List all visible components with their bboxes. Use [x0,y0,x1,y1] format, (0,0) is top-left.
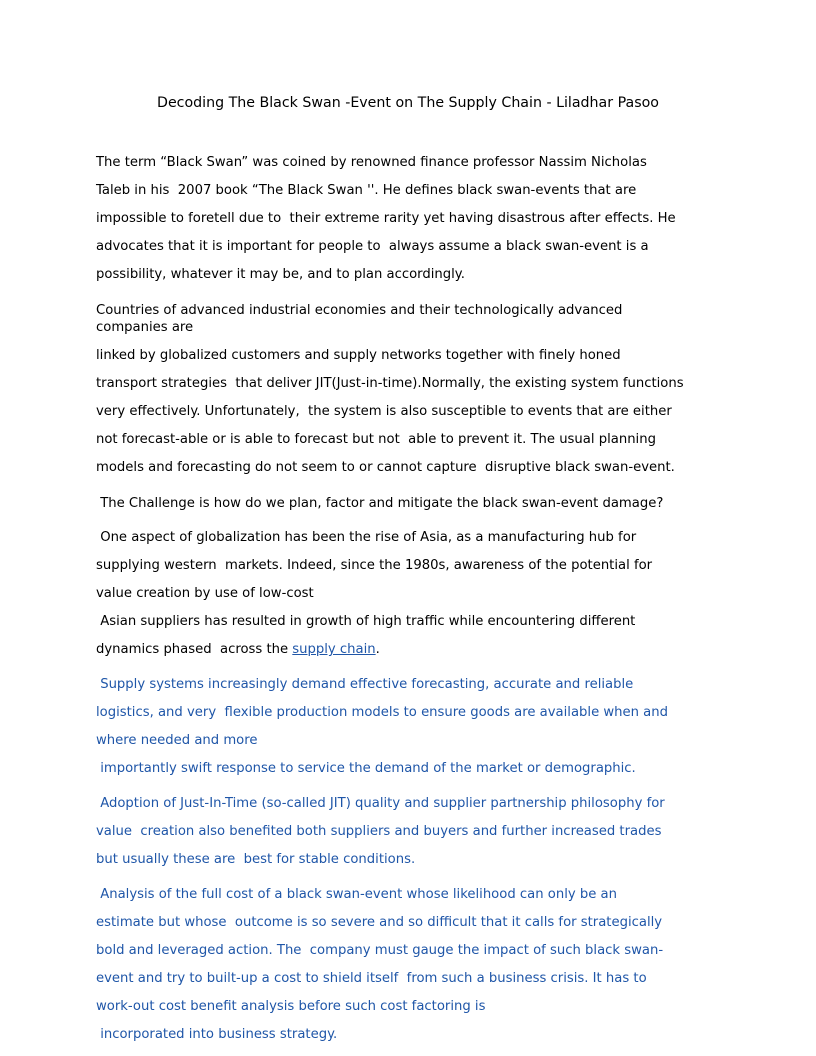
paragraph1-line: The term “Black Swan” was coined by renowned finance professor Nassim Nicholas [96,155,647,170]
paragraph2-line: very effectively. Unfortunately, the system is also susceptible to events that are either [96,404,672,419]
paragraph5-line: Supply systems increasingly demand effective forecasting, accurate and reliable [96,677,634,692]
paragraph6-line: Adoption of Just-In-Time (so-called JIT) quality and supplier partnership philosophy for [96,796,665,811]
supply-chain-link[interactable]: supply chain [292,642,376,657]
paragraph7-line: event and try to built-up a cost to shield itself from such a business crisis. It has to [96,971,647,986]
paragraph2-line: not forecast-able or is able to forecast but not able to prevent it. The usual planning [96,432,656,447]
document-title: Decoding The Black Swan -Event on The Supply Chain - Liladhar Pasoo [157,95,659,111]
paragraph2-line: models and forecasting do not seem to or cannot capture disruptive black swan-event. [96,460,675,475]
paragraph4-last-suffix: . [375,642,380,657]
paragraph7-line: work-out cost benefit analysis before such cost factoring is [96,999,486,1014]
paragraph4-line: One aspect of globalization has been the rise of Asia, as a manufacturing hub for [96,530,637,545]
paragraph6-line: value creation also benefited both suppliers and buyers and further increased trades [96,824,662,839]
paragraph7-line: estimate but whose outcome is so severe and so difficult that it calls for strategically [96,915,663,930]
paragraph2-line: linked by globalized customers and supply networks together with finely honed [96,348,621,363]
paragraph5-line: where needed and more [96,733,258,748]
paragraph1-line: possibility, whatever it may be, and to plan accordingly. [96,267,465,282]
paragraph7-line: Analysis of the full cost of a black swan-event whose likelihood can only be an [96,887,617,902]
paragraph5-line: importantly swift response to service the demand of the market or demographic. [96,761,636,776]
paragraph4-line: Asian suppliers has resulted in growth of high traffic while encountering different [96,614,636,629]
paragraph4-line: supplying western markets. Indeed, since the 1980s, awareness of the potential for [96,558,653,573]
paragraph7-line: incorporated into business strategy. [96,1027,338,1042]
paragraph1-line: Taleb in his 2007 book “The Black Swan ''. He defines black swan-events that are [96,183,637,198]
paragraph1-line: impossible to foretell due to their extreme rarity yet having disastrous after effects. He [96,211,676,226]
paragraph1-line: advocates that it is important for people to always assume a black swan-event is a [96,239,649,254]
paragraph2-line: companies are [96,320,194,335]
paragraph4-last-prefix: dynamics phased across the [96,642,293,657]
paragraph4-last-line [96,642,380,657]
paragraph3-line: The Challenge is how do we plan, factor and mitigate the black swan-event damage? [96,496,664,511]
paragraph4-line: value creation by use of low-cost [96,586,314,601]
paragraph2-line: transport strategies that deliver JIT(Just-in-time).Normally, the existing system functions [96,376,684,391]
paragraph7-line: bold and leveraged action. The company must gauge the impact of such black swan- [96,943,664,958]
paragraph5-line: logistics, and very flexible production models to ensure goods are available when and [96,705,668,720]
paragraph2-line: Countries of advanced industrial economies and their technologically advanced [96,303,623,318]
paragraph6-line: but usually these are best for stable conditions. [96,852,416,867]
